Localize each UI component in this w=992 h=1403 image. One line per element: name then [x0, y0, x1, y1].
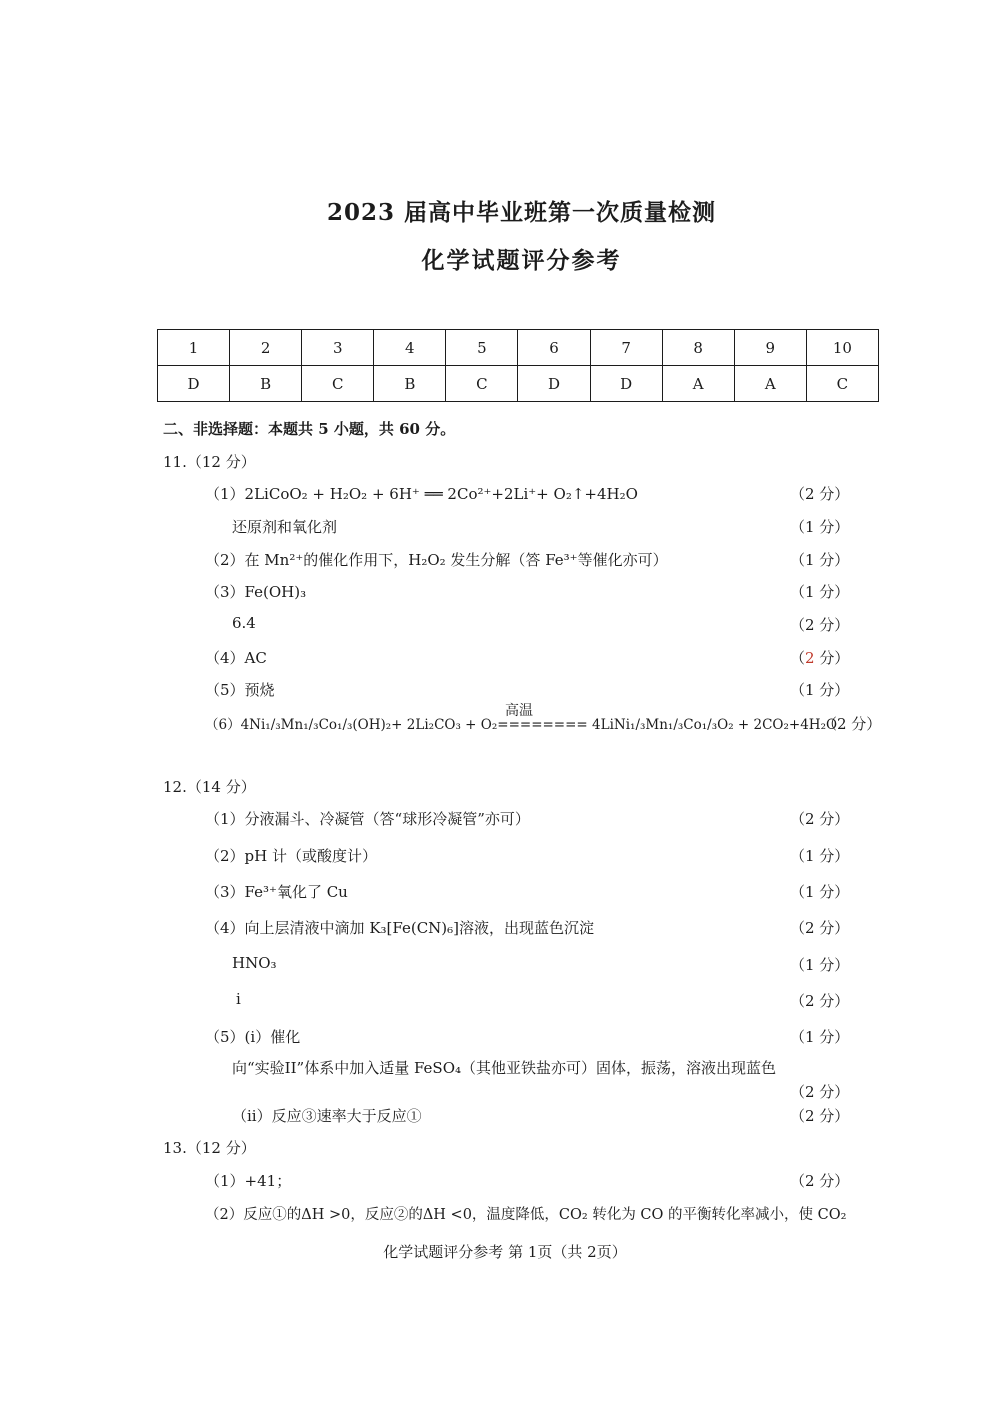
answer-line: 6.4	[232, 614, 256, 632]
score-label: （1 分）	[790, 883, 850, 901]
score-label: （2 分）	[822, 715, 882, 733]
answer-line: （6）4Ni₁/₃Mn₁/₃Co₁/₃(OH)₂+ 2Li₂CO₃ + O₂======== 4LiNi₁/₃Mn₁/₃Co₁/₃O₂ + 2CO₂+4H₂O	[205, 717, 838, 733]
answer-table	[157, 329, 879, 402]
score-label: （1 分）	[790, 583, 850, 601]
answer-line: （4）向上层清液中滴加 K₃[Fe(CN)₆]溶液，出现蓝色沉淀	[205, 919, 595, 937]
score-label: （1 分）	[790, 956, 850, 974]
answer-line: （3）Fe(OH)₃	[205, 583, 307, 601]
answer-line: （1）分液漏斗、冷凝管（答“球形冷凝管”亦可）	[205, 810, 530, 828]
score-label: （2 分）	[790, 1172, 850, 1190]
answer-line: （3）Fe³⁺氧化了 Cu	[205, 883, 348, 901]
question-number-cell: 3	[302, 330, 374, 366]
answer-cell: D	[518, 366, 590, 402]
answer-line: i	[236, 990, 241, 1008]
score-label: （1 分）	[790, 681, 850, 699]
answer-line: 向“实验II”体系中加入适量 FeSO₄（其他亚铁盐亦可）固体，振荡，溶液出现蓝色	[232, 1059, 777, 1077]
answer-line: 还原剂和氧化剂	[232, 518, 338, 536]
answer-cell: C	[806, 366, 878, 402]
answer-key-row	[158, 366, 879, 402]
question-11-header: 11.（12 分）	[163, 453, 256, 471]
score-label: （1 分）	[790, 1028, 850, 1046]
question-number-cell: 8	[662, 330, 734, 366]
score-label: （2 分）	[790, 810, 850, 828]
score-label: （2 分）	[790, 1083, 850, 1101]
answer-line: （2）反应①的ΔH >0，反应②的ΔH <0，温度降低，CO₂ 转化为 CO 的平衡转化率减小，使 CO₂	[205, 1207, 847, 1223]
reaction-condition: 高温	[505, 703, 533, 719]
answer-line: HNO₃	[232, 954, 277, 972]
score-label: （2 分）	[790, 1107, 850, 1125]
score-label: （2 分）	[790, 919, 850, 937]
answer-cell: C	[302, 366, 374, 402]
answer-cell: C	[446, 366, 518, 402]
answer-cell: B	[230, 366, 302, 402]
answer-line: （1）+41；	[205, 1172, 292, 1190]
question-number-cell: 4	[374, 330, 446, 366]
answer-line: （4）AC	[205, 649, 267, 667]
page-footer: 化学试题评分参考 第 1页（共 2页）	[383, 1243, 627, 1261]
answer-line: （ii）反应③速率大于反应①	[232, 1107, 422, 1125]
score-label: （1 分）	[790, 847, 850, 865]
page-title: 2023 届高中毕业班第一次质量检测	[326, 199, 717, 226]
question-number-cell: 10	[806, 330, 878, 366]
answer-cell: B	[374, 366, 446, 402]
answer-number-row	[158, 330, 879, 366]
answer-cell: D	[158, 366, 230, 402]
question-number-cell: 7	[590, 330, 662, 366]
score-label: （2 分）	[790, 992, 850, 1010]
section-header: 二、非选择题：本题共 5 小题，共 60 分。	[163, 420, 456, 438]
answer-cell: D	[590, 366, 662, 402]
question-number-cell: 5	[446, 330, 518, 366]
answer-line: （5）预烧	[205, 681, 275, 699]
score-label: （1 分）	[790, 518, 850, 536]
question-number-cell: 1	[158, 330, 230, 366]
question-number-cell: 6	[518, 330, 590, 366]
answer-cell: A	[734, 366, 806, 402]
answer-line: （1）2LiCoO₂ + H₂O₂ + 6H⁺ ══ 2Co²⁺+2Li⁺+ O₂↑+4H₂O	[205, 485, 638, 503]
score-label: （2 分）	[790, 649, 850, 667]
score-label: （2 分）	[790, 485, 850, 503]
question-12-header: 12.（14 分）	[163, 778, 256, 796]
score-label: （1 分）	[790, 551, 850, 569]
question-13-header: 13.（12 分）	[163, 1139, 256, 1157]
page-subtitle: 化学试题评分参考	[421, 247, 622, 274]
answer-cell: A	[662, 366, 734, 402]
question-number-cell: 2	[230, 330, 302, 366]
answer-line: （5）(i）催化	[205, 1028, 301, 1046]
answer-line: （2）在 Mn²⁺的催化作用下，H₂O₂ 发生分解（答 Fe³⁺等催化亦可）	[205, 551, 668, 569]
question-number-cell: 9	[734, 330, 806, 366]
score-label: （2 分）	[790, 616, 850, 634]
answer-line: （2）pH 计（或酸度计）	[205, 847, 377, 865]
